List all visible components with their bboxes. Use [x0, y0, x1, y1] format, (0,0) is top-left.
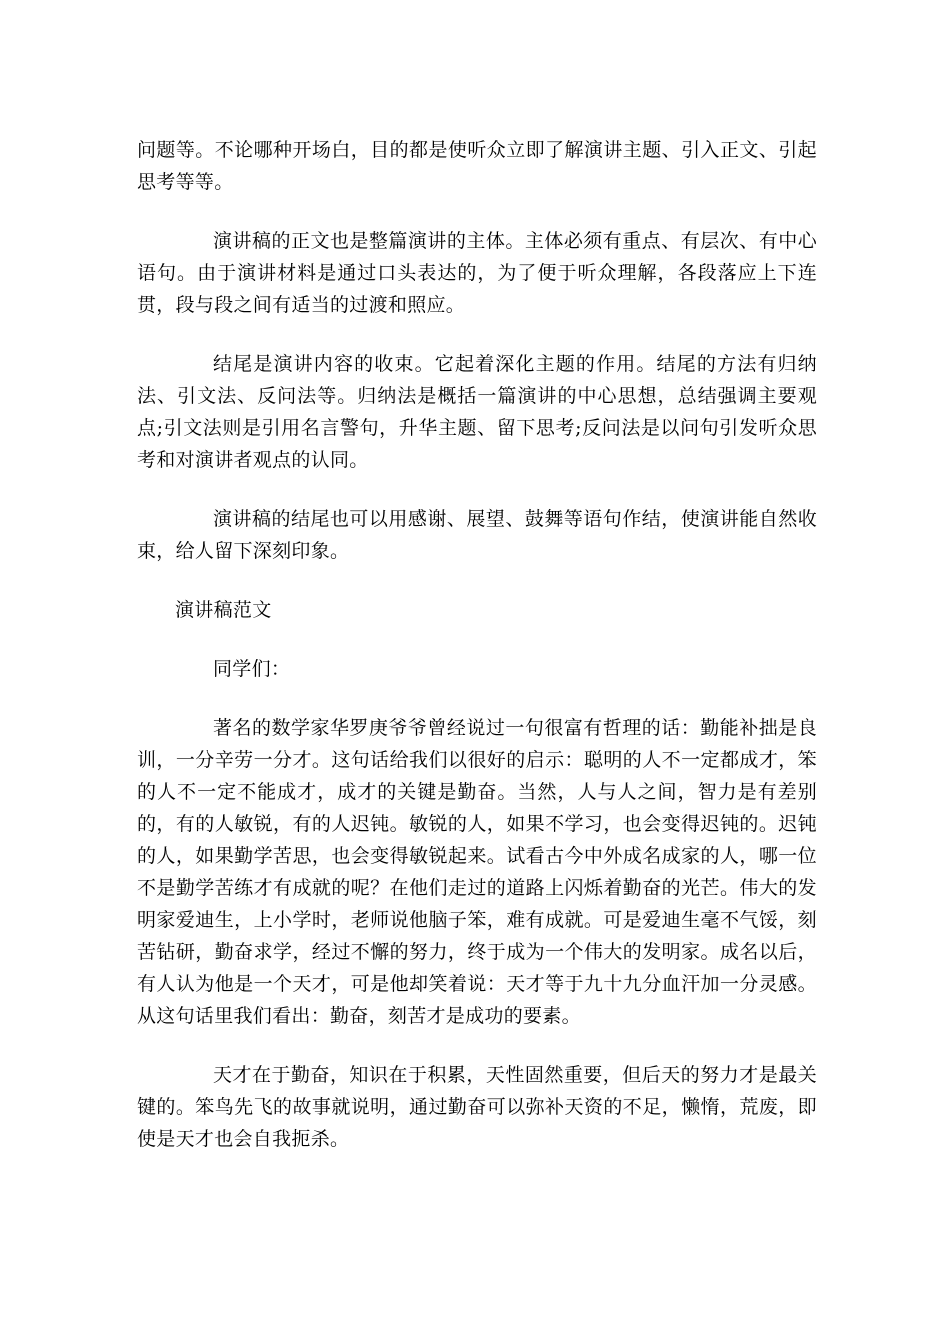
paragraph-hua-luogeng-quote: 著名的数学家华罗庚爷爷曾经说过一句很富有哲理的话：勤能补拙是良训，一分辛劳一分才。这句话给我们以很好的启示：聪明的人不一定都成才，笨的人不一定不能成才，成才的关键是勤奋。当然，人与人之间，智力是有差别的，有的人敏锐，有的人迟钝。敏锐的人，如果不学习，也会变得迟钝的。迟钝的人，如果勤学苦思，也会变得敏锐起来。试看古今中外成名成家的人，哪一位不是勤学苦练才有成就的呢？在他们走过的道路上闪烁着勤奋的光芒。伟大的发明家爱迪生，上小学时，老师说他脑子笨，难有成就。可是爱迪生毫不气馁，刻苦钻研，勤奋求学，经过不懈的努力，终于成为一个伟大的发明家。成名以后，有人认为他是一个天才，可是他却笑着说：天才等于九十九分血汗加一分灵感。从这句话里我们看出：勤奋，刻苦才是成功的要素。 — [137, 717, 817, 1027]
paragraph-opening-continuation: 问题等。不论哪种开场白，目的都是使听众立即了解演讲主题、引入正文、引起思考等等。 — [137, 139, 817, 193]
section-heading-sample-speech: 演讲稿范文 — [175, 599, 272, 621]
paragraph-ending-methods: 结尾是演讲内容的收束。它起着深化主题的作用。结尾的方法有归纳法、引文法、反问法等。归纳法是概括一篇演讲的中心思想，总结强调主要观点;引文法则是引用名言警句，升华主题、留下思考;反问法是以问句引发听众思考和对演讲者观点的认同。 — [137, 353, 817, 471]
paragraph-ending-closing: 演讲稿的结尾也可以用感谢、展望、鼓舞等语句作结，使演讲能自然收束，给人留下深刻印象。 — [137, 508, 817, 562]
paragraph-salutation: 同学们： — [213, 658, 291, 680]
paragraph-body-section: 演讲稿的正文也是整篇演讲的主体。主体必须有重点、有层次、有中心语句。由于演讲材料是通过口头表达的，为了便于听众理解，各段落应上下连贯，段与段之间有适当的过渡和照应。 — [137, 230, 817, 316]
document-body — [137, 134, 817, 1155]
paragraph-genius-diligence: 天才在于勤奋，知识在于积累，天性固然重要，但后天的努力才是最关键的。笨鸟先飞的故事就说明，通过勤奋可以弥补天资的不足，懒惰，荒废，即使是天才也会自我扼杀。 — [137, 1064, 817, 1150]
